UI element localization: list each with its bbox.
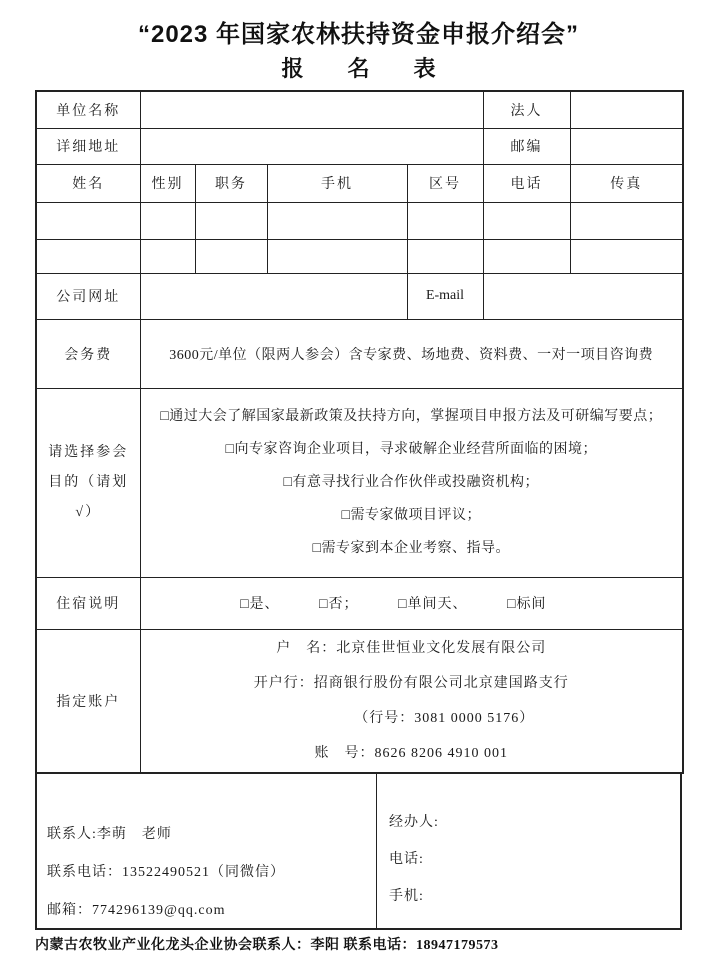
checkbox-option-2 — [141, 436, 683, 464]
handler-info-cell — [377, 772, 680, 928]
registration-form-table — [35, 90, 684, 774]
option-label: 向专家咨询企业项目，寻求破解企业经营所面临的困境； — [234, 441, 597, 457]
input-cell — [195, 239, 267, 273]
contact-person: 联系人:李萌 老师 — [47, 827, 172, 842]
col-header-mobile: 手机 — [267, 164, 407, 202]
handler-mobile-label: 手机: — [389, 889, 424, 904]
col-header-gender: 性别 — [140, 164, 195, 202]
checkbox-icon: □ — [225, 441, 235, 457]
input-cell — [483, 202, 570, 239]
input-cell — [570, 239, 683, 273]
footer-association-contact: 内蒙古农牧业产业化龙头企业协会联系人：李阳 联系电话：18947179573 — [35, 938, 499, 953]
lodging-options-cell — [140, 577, 683, 629]
checkbox-option-no — [319, 597, 358, 612]
account-number: 账 号：8626 8206 4910 001 — [314, 745, 508, 761]
label-conference-fee: 会务费 — [36, 319, 140, 388]
col-header-phone: 电话 — [483, 164, 570, 202]
checkbox-icon: □ — [506, 597, 517, 612]
purpose-label-text: 请选择参会目的（请划√） — [48, 444, 129, 520]
person-entry-row-2 — [36, 239, 683, 273]
col-header-area-code: 区号 — [407, 164, 483, 202]
contact-section — [35, 772, 682, 930]
input-cell-legal-person — [570, 91, 683, 128]
checkbox-icon: □ — [341, 507, 351, 523]
checkbox-icon: □ — [283, 474, 293, 490]
checkbox-option-5 — [141, 535, 683, 563]
website-row — [36, 273, 683, 319]
label-postal-code: 邮编 — [483, 128, 570, 164]
organizer-contact-cell — [37, 772, 377, 928]
account-bank-name: 开户行：招商银行股份有限公司北京建国路支行 — [253, 675, 569, 691]
purpose-row — [36, 388, 683, 577]
label-lodging: 住宿说明 — [36, 577, 140, 629]
checkbox-option-1 — [141, 403, 683, 431]
purpose-options-cell — [140, 388, 683, 577]
label-designated-account: 指定账户 — [36, 629, 140, 773]
input-cell — [407, 239, 483, 273]
option-label: 否； — [328, 597, 359, 612]
person-entry-row-1 — [36, 202, 683, 239]
input-cell — [407, 202, 483, 239]
account-holder-name: 户 名：北京佳世恒业文化发展有限公司 — [276, 640, 547, 656]
option-label: 通过大会了解国家最新政策及扶持方向，掌握项目申报方法及可研编写要点； — [169, 408, 663, 424]
account-bank-number: （行号：3081 0000 5176） — [354, 710, 535, 726]
page-subtitle: 报 名 表 — [281, 56, 436, 81]
lodging-row — [36, 577, 683, 629]
checkbox-icon: □ — [240, 597, 250, 612]
option-label: 有意寻找行业合作伙伴或投融资机构； — [292, 474, 539, 490]
input-cell-website — [140, 273, 407, 319]
checkbox-option-4 — [141, 502, 683, 530]
contact-phone: 联系电话：13522490521（同微信） — [47, 865, 285, 880]
label-unit-name: 单位名称 — [36, 91, 140, 128]
option-label: 单间天、 — [407, 597, 468, 612]
checkbox-option-yes — [240, 597, 279, 612]
col-header-position: 职务 — [195, 164, 267, 202]
label-company-website: 公司网址 — [36, 273, 140, 319]
person-header-row — [36, 164, 683, 202]
account-row — [36, 629, 683, 773]
address-row — [36, 128, 683, 164]
input-cell-address — [140, 128, 483, 164]
input-cell — [140, 239, 195, 273]
unit-name-row — [36, 91, 683, 128]
handler-phone-label: 电话: — [389, 852, 424, 867]
option-label: 标间 — [516, 597, 547, 612]
page-title: “2023 年国家农林扶持资金申报介绍会” — [137, 21, 580, 48]
account-details-cell — [140, 629, 683, 773]
label-email: E-mail — [407, 273, 483, 319]
input-cell — [483, 239, 570, 273]
checkbox-icon: □ — [319, 597, 329, 612]
input-cell — [570, 202, 683, 239]
input-cell — [140, 202, 195, 239]
fee-description: 3600元/单位（限两人参会）含专家费、场地费、资料费、一对一项目咨询费 — [140, 319, 683, 388]
label-purpose — [36, 388, 140, 577]
input-cell-email — [483, 273, 683, 319]
label-legal-person: 法人 — [483, 91, 570, 128]
input-cell — [267, 202, 407, 239]
input-cell — [195, 202, 267, 239]
checkbox-icon: □ — [398, 597, 408, 612]
checkbox-option-single-room — [398, 597, 467, 612]
option-label: 是、 — [249, 597, 280, 612]
option-label: 需专家到本企业考察、指导。 — [321, 540, 510, 556]
fee-row — [36, 319, 683, 388]
col-header-fax: 传真 — [570, 164, 683, 202]
input-cell — [36, 202, 140, 239]
checkbox-option-3 — [141, 469, 683, 497]
contact-email: 邮箱：774296139@qq.com — [47, 903, 226, 918]
col-header-name: 姓名 — [36, 164, 140, 202]
input-cell-unit-name — [140, 91, 483, 128]
checkbox-icon: □ — [312, 540, 322, 556]
checkbox-option-standard-room — [507, 597, 546, 612]
input-cell — [36, 239, 140, 273]
option-label: 需专家做项目评议； — [350, 507, 481, 523]
input-cell-postal-code — [570, 128, 683, 164]
label-address: 详细地址 — [36, 128, 140, 164]
handler-label: 经办人: — [389, 815, 439, 830]
input-cell — [267, 239, 407, 273]
checkbox-icon: □ — [160, 408, 170, 424]
